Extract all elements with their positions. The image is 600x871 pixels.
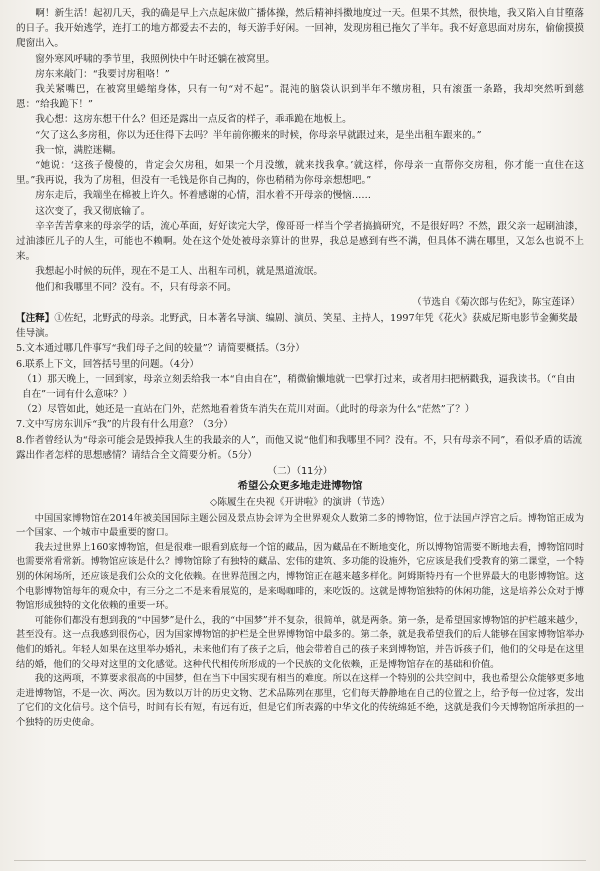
note-text: ①佐纪，北野武的母亲。北野武，日本著名导演、编剧、演员、笑星、主持人，1997年凭《花火》获威尼斯电影节金狮奖最佳导演。 bbox=[16, 313, 578, 340]
question-7: 7.文中写房东训斥“我”的片段有什么用意？（3分） bbox=[16, 419, 233, 431]
source-citation: （节选自《菊次郎与佐纪》，陈宝莲译） bbox=[412, 296, 580, 308]
question-list bbox=[16, 341, 584, 463]
paragraph: 我心想：这房东想干什么？但还是露出一点反省的样子，乖乖跪在地板上。 bbox=[35, 114, 352, 126]
question-5: 5.文本通过哪几件事写“我们母子之间的较量”？请简要概括。（3分） bbox=[16, 343, 305, 355]
passage-two bbox=[16, 512, 584, 731]
page-bottom-rule bbox=[14, 860, 586, 861]
paragraph: 我去过世界上160家博物馆，但是很难一眼看到底每一个馆的藏品，因为藏品在不断地变化，所以博物馆需要不断地去看，博物馆同时也需要常看常新。博物馆应该是什么？博物馆除了有独特的藏品、宏伟的建筑、多功能的设施外，它应该是我们受教育的第二课堂，一个特别的休闲场所，还应该是我们公众的文化依赖。在世界范围之内，博物馆正在越来越多样化。阿姆斯特丹有一个世界最大的电影博物馆。这个电影博物馆每年的观众中，有三分之二不是来看展览的，是来喝咖啡的，来吃饭的。这就是博物馆独特的休闲功能，这是培养公众对于博物馆形成独特的文化依赖的重要一环。 bbox=[16, 541, 584, 612]
paragraph: “她说：‘这孩子傻傻的，肯定会欠房租，如果一个月没缴，就来找我拿。’就这样，你母亲一直帮你交房租，你才能一直住在这里。”我再说，我为了房租，但没有一毛钱是你自己掏的，你也稍稍为你母亲想想吧。” bbox=[16, 160, 584, 187]
paragraph: 辛辛苦苦拿来的母亲学的话，流心革面，好好读完大学，像哥哥一样当个学者搞搞研究，不是很好吗？不然，跟父亲一起刷油漆，过油漆匠儿子的人生，可能也不赖啊。处在这个处处被母亲算计的世界，我总是感到有些不满，但具体不满在哪里，又怎么也说不上来。 bbox=[16, 220, 584, 263]
note-label: 【注释】 bbox=[16, 313, 55, 325]
paragraph: 窗外寒风呼啸的季节里，我照例快中午时还躺在被窝里。 bbox=[35, 53, 276, 65]
paragraph: 我一惊，满腔迷糊。 bbox=[35, 144, 122, 156]
paragraph: 我想起小时候的玩伴，现在不是工人、出租车司机，就是黑道流氓。 bbox=[35, 266, 323, 278]
paragraph: 这次变了，我又彻底输了。 bbox=[35, 205, 151, 217]
article-subtitle: ◇陈履生在央视《开讲啦》的演讲（节选） bbox=[209, 496, 391, 508]
paragraph: 他们和我哪里不同？没有。不，只有母亲不同。 bbox=[35, 281, 237, 293]
paragraph: 我关紧嘴巴，在被窝里蜷缩身体，只有一句“对不起”。混沌的脑袋认识到半年不缴房租，只有滚蛋一条路，我却突然听到慈恩：“给我跪下！” bbox=[16, 84, 584, 111]
annotation-note bbox=[16, 311, 584, 341]
paragraph: 房东来敲门：“我要讨房租咯！” bbox=[35, 68, 170, 80]
question-8: 8.作者曾经认为“母亲可能会是毁掉我人生的我最亲的人”，而他又说“他们和我哪里不同？没有。不，只有母亲不同”，看似矛盾的话流露出作者怎样的思想感情？请结合全文简要分析。（5分） bbox=[16, 434, 583, 461]
paragraph: 我的这两项，不算要求很高的中国梦，但在当下中国实现有相当的难度。所以在这样一个特别的公共空间中，我也希望公众能够更多地走进博物馆，不是一次、两次。因为数以万计的历史文物、艺术品陈列在那里，它们每天静静地在自己的位置之上，给予每一位过客，发出了它们的文化信号。这个信号，时间有长有短，有远有近，但是它们所表露的中华文化的传统绵延不绝，这就是我们今天博物馆所承担的一个独特的历史使命。 bbox=[16, 673, 584, 729]
section-label: （二）（11分） bbox=[267, 466, 333, 478]
question-6-part-2: （2）尽管如此，她还是一直站在门外，茫然地看着货车消失在荒川对面。（此时的母亲为什么“茫然”了？） bbox=[22, 404, 475, 416]
passage-one bbox=[16, 6, 584, 310]
paragraph: 可能你们都没有想到我的“中国梦”是什么，我的“中国梦”并不复杂，很简单，就是两条。第一条，是希望国家博物馆的护栏越来越少，甚至没有。这一点我感到很伤心，因为国家博物馆的护栏是全世界博物馆中最多的。第二条，就是我希望我们的后人能够在国家博物馆举办他们的婚礼。年轻人如果在这里举办婚礼，未来他们有了孩子之后，他会带着自己的孩子来到博物馆，并告诉孩子们，他们的父母是在这里结的婚，他们的父母对这里的文化感觉。这种代代相传所形成的一个民族的文化依赖，正是博物馆存在的基础和价值。 bbox=[16, 614, 584, 670]
paragraph: 中国国家博物馆在2014年被美国国际主题公园及景点协会评为全世界观众人数第二多的博物馆，位于法国卢浮宫之后。博物馆正成为一个国家、一个城市中最重要的窗口。 bbox=[16, 512, 584, 539]
article-title: 希望公众更多地走进博物馆 bbox=[237, 480, 363, 493]
question-6-part-1: （1）那天晚上，一回到家，母亲立刻丢给我一本“自由自在”，稍微偷懒地就一巴掌打过来，或者用扫把柄戳我，逼我读书。（“自由自在”一词有什么意味？） bbox=[22, 373, 576, 401]
question-6: 6.联系上下文，回答括号里的问题。（4分） bbox=[16, 358, 200, 370]
paragraph: “欠了这么多房租，你以为还住得下去吗？半年前你搬来的时候，你母亲早就跟过来，是坐出租车跟来的。” bbox=[35, 129, 482, 141]
paragraph: 啊！新生活！起初几天，我的确是早上六点起床做广播体操，然后精神抖擞地度过一天。但果不其然，很快地，我又陷入自甘堕落的日子。我开始逃学，连打工的地方都爱去不去的，每天游手好闲。一回神，发现房租已拖欠了半年。我不好意思面对房东，偷偷摸摸爬窗出入。 bbox=[16, 8, 584, 50]
paragraph: 房东走后，我端坐在棉被上许久。怀着感谢的心情，泪水着不开母亲的慢恼…… bbox=[35, 190, 371, 202]
